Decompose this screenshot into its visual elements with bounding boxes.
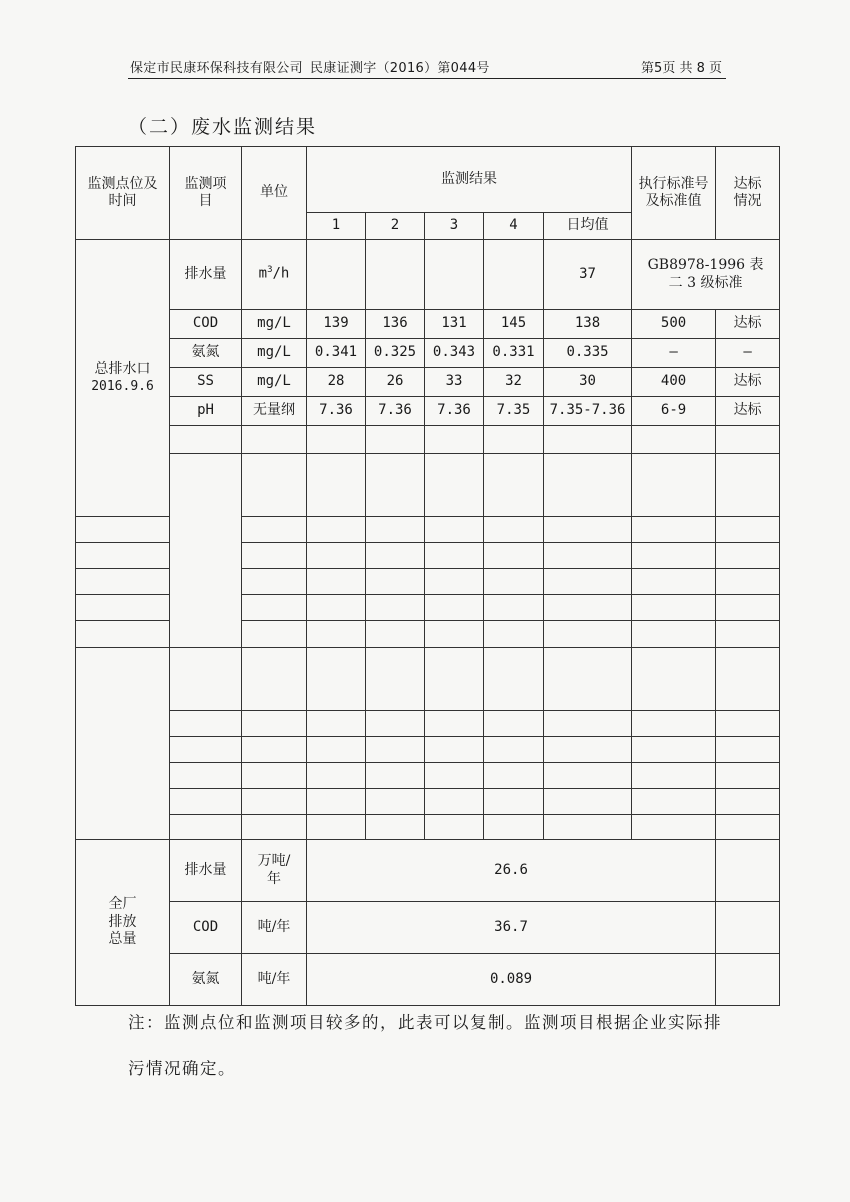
table-header-row <box>76 147 780 213</box>
total-unit: 万吨/年 <box>242 840 307 902</box>
value-1: 28 <box>307 368 366 397</box>
page-info: 第5页 共 8 页 <box>641 61 722 76</box>
row-unit: mg/L <box>242 368 307 397</box>
empty-row <box>76 737 780 763</box>
total-item: 氨氮 <box>170 954 242 1006</box>
section-title: （二）废水监测结果 <box>128 116 318 138</box>
value-2 <box>366 240 425 310</box>
row-item: SS <box>170 368 242 397</box>
value-2: 136 <box>366 310 425 339</box>
totals-label-text: 全厂排放总量 <box>108 896 137 948</box>
header-point: 监测点位及时间 <box>76 147 170 240</box>
total-item: 排水量 <box>170 840 242 902</box>
site-cell <box>76 240 170 517</box>
total-row <box>76 840 780 902</box>
standard-value: 500 <box>632 310 716 339</box>
value-avg: 7.35-7.36 <box>544 397 632 426</box>
empty-row <box>76 426 780 454</box>
value-avg: 138 <box>544 310 632 339</box>
site-date: 2016.9.6 <box>91 378 154 394</box>
value-1: 0.341 <box>307 339 366 368</box>
value-2: 7.36 <box>366 397 425 426</box>
empty-row <box>76 648 780 711</box>
table-row <box>76 310 780 339</box>
subheader-2: 2 <box>366 213 425 240</box>
row-unit: mg/L <box>242 310 307 339</box>
row-unit: 无量纲 <box>242 397 307 426</box>
header-divider <box>128 78 726 79</box>
total-row <box>76 902 780 954</box>
value-4 <box>484 240 544 310</box>
header-item: 监测项目 <box>170 147 242 240</box>
total-value: 36.7 <box>307 902 716 954</box>
value-1: 139 <box>307 310 366 339</box>
empty-row <box>76 711 780 737</box>
standard-value: 400 <box>632 368 716 397</box>
row-unit: $m^3/h$ <box>242 240 307 310</box>
value-avg: 37 <box>544 240 632 310</box>
empty-row <box>76 763 780 789</box>
table-row <box>76 240 780 310</box>
value-3: 7.36 <box>425 397 484 426</box>
row-item: COD <box>170 310 242 339</box>
value-2: 0.325 <box>366 339 425 368</box>
header-standard: 执行标准号及标准值 <box>632 147 716 240</box>
empty-row <box>76 815 780 840</box>
total-item: COD <box>170 902 242 954</box>
compliance-value: 达标 <box>716 397 780 426</box>
table-row <box>76 368 780 397</box>
header-compliance: 达标情况 <box>716 147 780 240</box>
footnote: 注：监测点位和监测项目较多的，此表可以复制。监测项目根据企业实际排污情况确定。 <box>128 1013 722 1078</box>
empty-row <box>76 789 780 815</box>
value-1 <box>307 240 366 310</box>
compliance-value: 达标 <box>716 310 780 339</box>
total-value: 26.6 <box>307 840 716 902</box>
wastewater-results-table <box>75 146 780 1006</box>
header-unit: 单位 <box>242 147 307 240</box>
value-4: 0.331 <box>484 339 544 368</box>
report-number: 民康证测字（2016）第044号 <box>310 61 490 76</box>
value-4: 145 <box>484 310 544 339</box>
totals-label <box>76 840 170 1006</box>
total-unit: 吨/年 <box>242 954 307 1006</box>
empty-site-cell <box>76 648 170 840</box>
value-1: 7.36 <box>307 397 366 426</box>
total-value: 0.089 <box>307 954 716 1006</box>
row-item: 氨氮 <box>170 339 242 368</box>
compliance-value: – <box>716 339 780 368</box>
empty-row <box>76 454 780 517</box>
subheader-daily-avg: 日均值 <box>544 213 632 240</box>
value-3: 33 <box>425 368 484 397</box>
value-3: 0.343 <box>425 339 484 368</box>
value-2: 26 <box>366 368 425 397</box>
value-3: 131 <box>425 310 484 339</box>
row-item: pH <box>170 397 242 426</box>
company-name: 保定市民康环保科技有限公司 <box>130 61 303 76</box>
standard-value: – <box>632 339 716 368</box>
total-row <box>76 954 780 1006</box>
value-4: 32 <box>484 368 544 397</box>
subheader-1: 1 <box>307 213 366 240</box>
compliance-value: 达标 <box>716 368 780 397</box>
value-3 <box>425 240 484 310</box>
standard-value: GB8978-1996 表二 3 级标准 <box>632 240 780 310</box>
row-unit: mg/L <box>242 339 307 368</box>
table-row <box>76 339 780 368</box>
empty-site-cell <box>170 454 242 648</box>
value-avg: 0.335 <box>544 339 632 368</box>
site-name: 总排水口 <box>94 361 151 378</box>
standard-value: 6-9 <box>632 397 716 426</box>
table-row <box>76 397 780 426</box>
value-4: 7.35 <box>484 397 544 426</box>
value-avg: 30 <box>544 368 632 397</box>
header-results: 监测结果 <box>307 147 632 213</box>
subheader-4: 4 <box>484 213 544 240</box>
row-item: 排水量 <box>170 240 242 310</box>
total-unit: 吨/年 <box>242 902 307 954</box>
subheader-3: 3 <box>425 213 484 240</box>
